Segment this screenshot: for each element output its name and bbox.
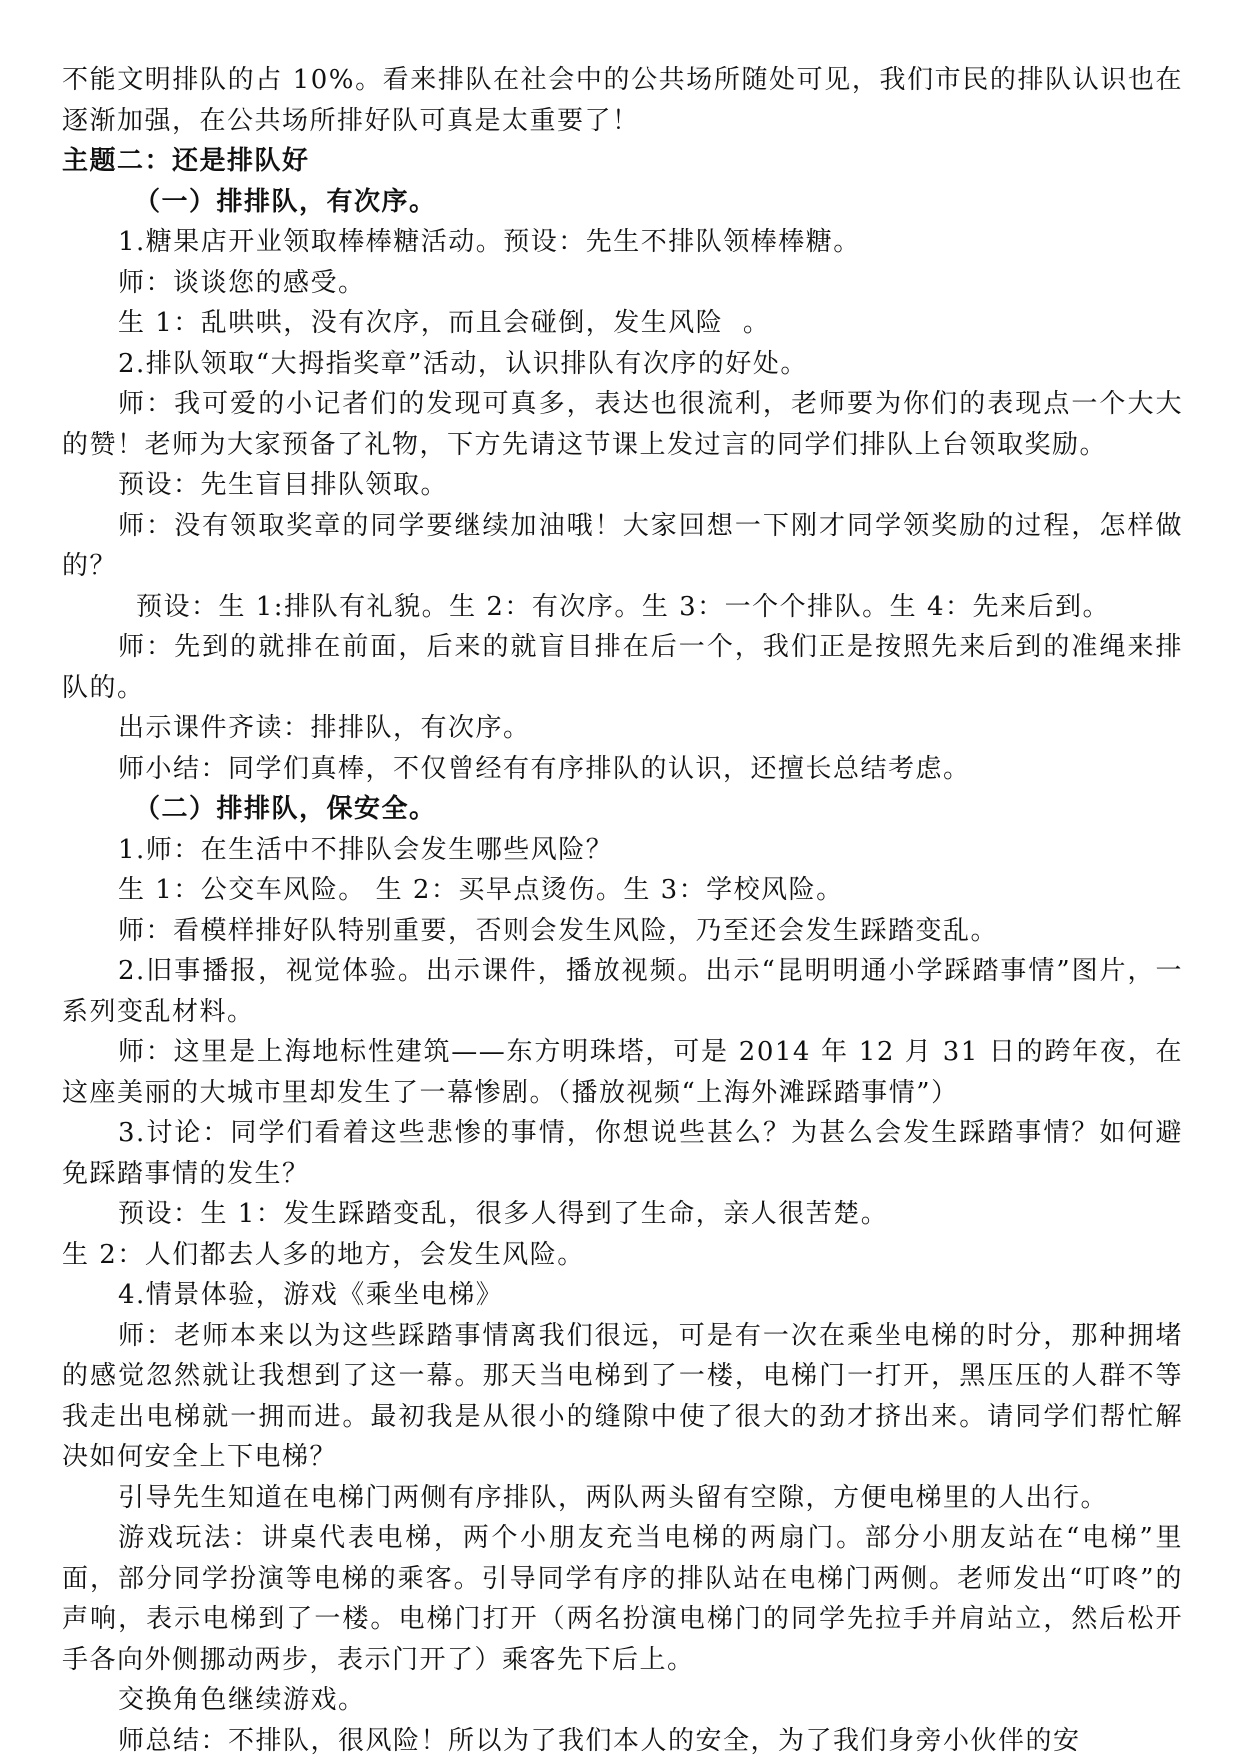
- paragraph: 师：先到的就排在前面，后来的就盲目排在后一个，我们正是按照先来后到的准绳来排队的。: [62, 627, 1183, 708]
- paragraph: 生 1：公交车风险。 生 2：买早点烫伤。生 3：学校风险。: [62, 870, 1183, 911]
- paragraph: 1.糖果店开业领取棒棒糖活动。预设：先生不排队领棒棒糖。: [62, 222, 1183, 263]
- paragraph: 2.旧事播报，视觉体验。出示课件，播放视频。出示“昆明明通小学踩踏事情”图片，一系列变乱材料。: [62, 951, 1183, 1032]
- paragraph: 3.讨论：同学们看着这些悲惨的事情，你想说些甚么？为甚么会发生踩踏事情？如何避免踩踏事情的发生？: [62, 1113, 1183, 1194]
- paragraph: 4.情景体验，游戏《乘坐电梯》: [62, 1275, 1183, 1316]
- paragraph: 出示课件齐读：排排队，有次序。: [62, 708, 1183, 749]
- paragraph: 师：我可爱的小记者们的发现可真多，表达也很流利，老师要为你们的表现点一个大大的赞！老师为大家预备了礼物，下方先请这节课上发过言的同学们排队上台领取奖励。: [62, 384, 1183, 465]
- paragraph: 不能文明排队的占 10%。看来排队在社会中的公共场所随处可见，我们市民的排队认识也在逐渐加强，在公共场所排好队可真是太重要了！: [62, 60, 1183, 141]
- paragraph: 2.排队领取“大拇指奖章”活动，认识排队有次序的好处。: [62, 344, 1183, 385]
- paragraph: 生 2：人们都去人多的地方，会发生风险。: [62, 1235, 1183, 1276]
- paragraph: 师：谈谈您的感受。: [62, 263, 1183, 304]
- paragraph: 预设：生 1:排队有礼貌。生 2：有次序。生 3：一个个排队。生 4：先来后到。: [62, 587, 1183, 628]
- paragraph: 预设：生 1：发生踩踏变乱，很多人得到了生命，亲人很苦楚。: [62, 1194, 1183, 1235]
- paragraph: 交换角色继续游戏。: [62, 1680, 1183, 1721]
- paragraph: 预设：先生盲目排队领取。: [62, 465, 1183, 506]
- section-heading: 主题二：还是排队好: [62, 141, 1183, 182]
- paragraph: 引导先生知道在电梯门两侧有序排队，两队两头留有空隙，方便电梯里的人出行。: [62, 1478, 1183, 1519]
- paragraph: 师小结：同学们真棒，不仅曾经有有序排队的认识，还擅长总结考虑。: [62, 749, 1183, 790]
- subsection-heading: （二）排排队，保安全。: [62, 789, 1183, 830]
- paragraph: 生 1：乱哄哄，没有次序，而且会碰倒，发生风险 。: [62, 303, 1183, 344]
- paragraph: 1.师：在生活中不排队会发生哪些风险？: [62, 830, 1183, 871]
- paragraph: 游戏玩法：讲桌代表电梯，两个小朋友充当电梯的两扇门。部分小朋友站在“电梯”里面，部分同学扮演等电梯的乘客。引导同学有序的排队站在电梯门两侧。老师发出“叮咚”的声响，表示电梯到了一楼。电梯门打开（两名扮演电梯门的同学先拉手并肩站立，然后松开手各向外侧挪动两步，表示门开了）乘客先下后上。: [62, 1518, 1183, 1680]
- subsection-heading: （一）排排队，有次序。: [62, 182, 1183, 223]
- paragraph: 师总结：不排队，很风险！所以为了我们本人的安全，为了我们身旁小伙伴的安: [62, 1721, 1183, 1761]
- paragraph: 师：老师本来以为这些踩踏事情离我们很远，可是有一次在乘坐电梯的时分，那种拥堵的感觉忽然就让我想到了这一幕。那天当电梯到了一楼，电梯门一打开，黑压压的人群不等我走出电梯就一拥而进。最初我是从很小的缝隙中使了很大的劲才挤出来。请同学们帮忙解决如何安全上下电梯？: [62, 1316, 1183, 1478]
- paragraph: 师：看模样排好队特别重要，否则会发生风险，乃至还会发生踩踏变乱。: [62, 911, 1183, 952]
- paragraph: 师：没有领取奖章的同学要继续加油哦！大家回想一下刚才同学领奖励的过程，怎样做的？: [62, 506, 1183, 587]
- paragraph: 师：这里是上海地标性建筑——东方明珠塔，可是 2014 年 12 月 31 日的跨年夜，在这座美丽的大城市里却发生了一幕惨剧。（播放视频“上海外滩踩踏事情”）: [62, 1032, 1183, 1113]
